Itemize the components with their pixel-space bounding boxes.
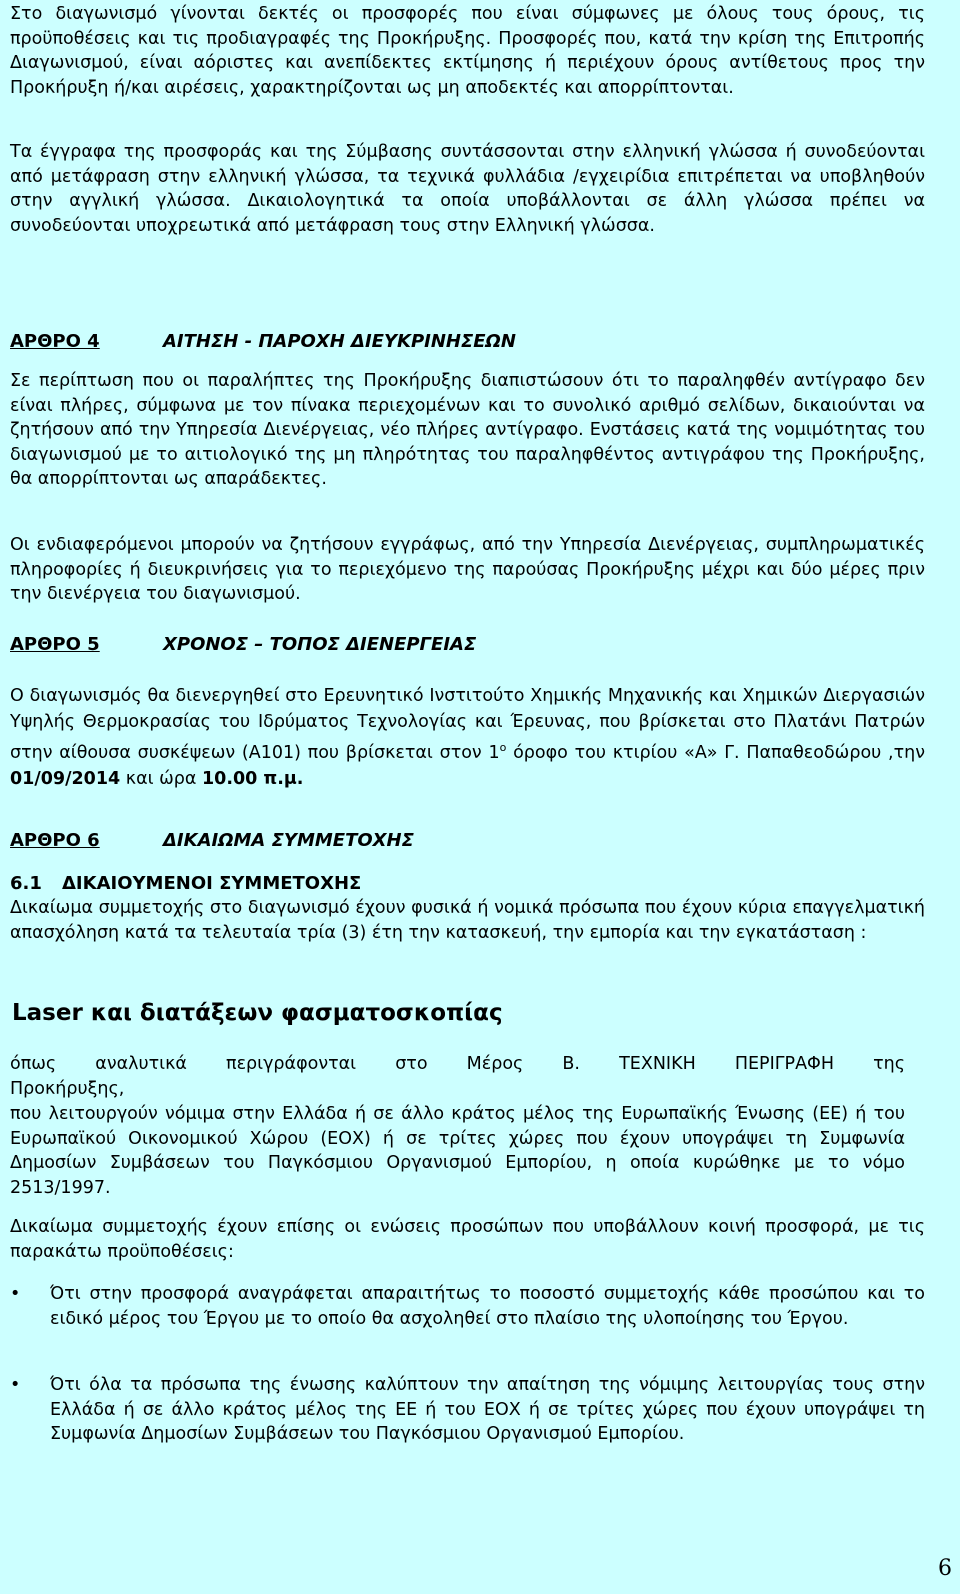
bullet-icon: • <box>10 1375 21 1395</box>
bullet-icon: • <box>10 1284 21 1304</box>
intro-text: Στο διαγωνισμό γίνονται δεκτές οι προσφορές που είναι σύμφωνες με όλους τους όρους, τις προϋποθέσεις και τις προδιαγραφές της Προκήρυξης. Προσφορές που, κατά την κρίση της Επιτροπής Διαγωνισμού, είναι αόριστες και ανεπίδεκτες εκτίμησης ή περιέχουν όρους αντίθετους προς την Προκήρυξη ή/και αιρέσεις, χαρακτηρίζονται ως μη αποδεκτές και απορρίπτονται. <box>10 4 925 98</box>
article4-paragraph-1 <box>10 369 925 492</box>
equipment-title: Laser και διατάξεων φασματοσκοπίας <box>12 1000 503 1026</box>
article6-number: ΑΡΘΡΟ 6 <box>10 830 100 851</box>
article6-text-4: Δικαίωμα συμμετοχής έχουν επίσης οι ενώσεις προσώπων που υποβάλλουν κοινή προσφορά, με τις παρακάτω προϋποθέσεις: <box>10 1217 925 1262</box>
article6-title: ΔΙΚΑΙΩΜΑ ΣΥΜΜΕΤΟΧΗΣ <box>163 830 414 851</box>
article4-text-1: Σε περίπτωση που οι παραλήπτες της Προκήρυξης διαπιστώσουν ότι το παραληφθέν αντίγραφο δεν είναι πλήρες, σύμφωνα με τον πίνακα περιεχομένων και το συνολικό αριθμό σελίδων, δικαιούνται να ζητήσουν από την Υπηρεσία Διενέργειας, νέο πλήρες αντίγραφο. Ενστάσεις κατά της νομιμότητας του διαγωνισμού με το αιτιολογικό της μη πληρότητας του παραληφθέντος αντιγράφου της Προκήρυξης, θα απορρίπτονται ως απαράδεκτες. <box>10 371 925 490</box>
article6-text-2-line1: όπως αναλυτικά περιγράφονται στο Μέρος Β. ΤΕΧΝΙΚΗ ΠΕΡΙΓΡΑΦΗ της <box>10 1054 905 1074</box>
tender-time: 10.00 π.μ. <box>201 769 304 789</box>
page-number: 6 <box>938 1556 952 1581</box>
section-6-1-title: ΔΙΚΑΙΟΥΜΕΝΟΙ ΣΥΜΜΕΤΟΧΗΣ <box>62 873 362 894</box>
list-item <box>10 1282 925 1331</box>
article6-paragraph-4 <box>10 1215 925 1264</box>
article5-text-a: Ο διαγωνισμός θα διενεργηθεί στο Ερευνητικό Ινστιτούτο Χημικής Μηχανικής και Χημικών Διεργασιών Υψηλής Θερμοκρασίας του Ιδρύματος Τεχνολογίας και Έρευνας, που βρίσκεται στο Πλατάνι Πατρών στην αίθουσα συσκέψεων (Α101) που βρίσκεται στον 1 <box>10 686 925 763</box>
section-6-1-number: 6.1 <box>10 873 42 894</box>
section-6-1-heading <box>10 872 361 896</box>
article4-paragraph-2 <box>10 533 925 607</box>
intro-paragraph <box>10 2 925 100</box>
bullet-text: Ότι στην προσφορά αναγράφεται απαραιτήτως το ποσοστό συμμετοχής κάθε προσώπου και το ειδικό μέρος του Έργου με το οποίο θα ασχοληθεί στο πλαίσιο της υλοποίησης του Έργου. <box>50 1284 925 1329</box>
tender-date: 01/09/2014 <box>10 769 121 789</box>
article5-text <box>10 683 925 792</box>
article6-paragraph-1 <box>10 896 925 945</box>
article5-title: ΧΡΟΝΟΣ – ΤΟΠΟΣ ΔΙΕΝΕΡΓΕΙΑΣ <box>163 634 477 655</box>
article6-text-1: Δικαίωμα συμμετοχής στο διαγωνισμό έχουν φυσικά ή νομικά πρόσωπα που έχουν κύρια επαγγελματική απασχόληση κατά τα τελευταία τρία (3) έτη την κατασκευή, την εμπορία και την εγκατάσταση : <box>10 898 925 943</box>
article6-heading <box>10 829 414 853</box>
article5-heading <box>10 633 476 657</box>
language-text: Τα έγγραφα της προσφοράς και της Σύμβασης συντάσσονται στην ελληνική γλώσσα ή συνοδεύονται από μετάφραση στην ελληνική γλώσσα, τα τεχνικά φυλλάδια /εγχειρίδια επιτρέπεται να υποβληθούν στην αγγλική γλώσσα. Δικαιολογητικά τα οποία υποβάλλονται σε άλλη γλώσσα πρέπει να συνοδεύονται υποχρεωτικά από μετάφραση τους στην Ελληνική γλώσσα. <box>10 142 925 236</box>
article4-title: ΑΙΤΗΣΗ - ΠΑΡΟΧΗ ΔΙΕΥΚΡΙΝΗΣΕΩΝ <box>163 331 516 352</box>
article6-paragraph-3 <box>10 1102 905 1200</box>
article5-number: ΑΡΘΡΟ 5 <box>10 634 100 655</box>
article4-heading <box>10 330 516 354</box>
list-item <box>10 1373 925 1447</box>
article6-text-2-line2: Προκήρυξης, <box>10 1078 125 1099</box>
article5-text-b: όροφο του κτιρίου «Α» Γ. Παπαθεοδώρου ,την <box>506 743 925 763</box>
article4-number: ΑΡΘΡΟ 4 <box>10 331 100 352</box>
article6-text-3: που λειτουργούν νόμιμα στην Ελλάδα ή σε άλλο κράτος μέλος της Ευρωπαϊκής Ένωσης (ΕΕ) ή του Ευρωπαϊκού Οικονομικού Χώρου (ΕΟΧ) ή σε τρίτες χώρες που έχουν υπογράψει τη Συμφωνία Δημοσίων Συμβάσεων του Παγκόσμιου Οργανισμού Εμπορίου, η οποία κυρώθηκε με το νόμο 2513/1997. <box>10 1104 905 1198</box>
bullet-text: Ότι όλα τα πρόσωπα της ένωσης καλύπτουν την απαίτηση της νόμιμης λειτουργίας τους στην Ελλάδα ή σε άλλο κράτος μέλος της ΕΕ ή του ΕΟΧ ή σε τρίτες χώρες που έχουν υπογράψει τη Συμφωνία Δημοσίων Συμβάσεων του Παγκόσμιου Οργανισμού Εμπορίου. <box>50 1375 925 1445</box>
article6-paragraph-2 <box>10 1052 905 1101</box>
language-paragraph <box>10 140 925 238</box>
article5-text-c: και ώρα <box>120 769 202 789</box>
article5-paragraph <box>10 683 925 792</box>
article4-text-2: Οι ενδιαφερόμενοι μπορούν να ζητήσουν εγγράφως, από την Υπηρεσία Διενέργειας, συμπληρωματικές πληροφορίες ή διευκρινήσεις για το περιεχόμενο της παρούσας Προκήρυξης μέχρι και δύο μέρες πριν την διενέργεια του διαγωνισμού. <box>10 535 925 605</box>
ordinal-superscript: ο <box>499 741 507 754</box>
